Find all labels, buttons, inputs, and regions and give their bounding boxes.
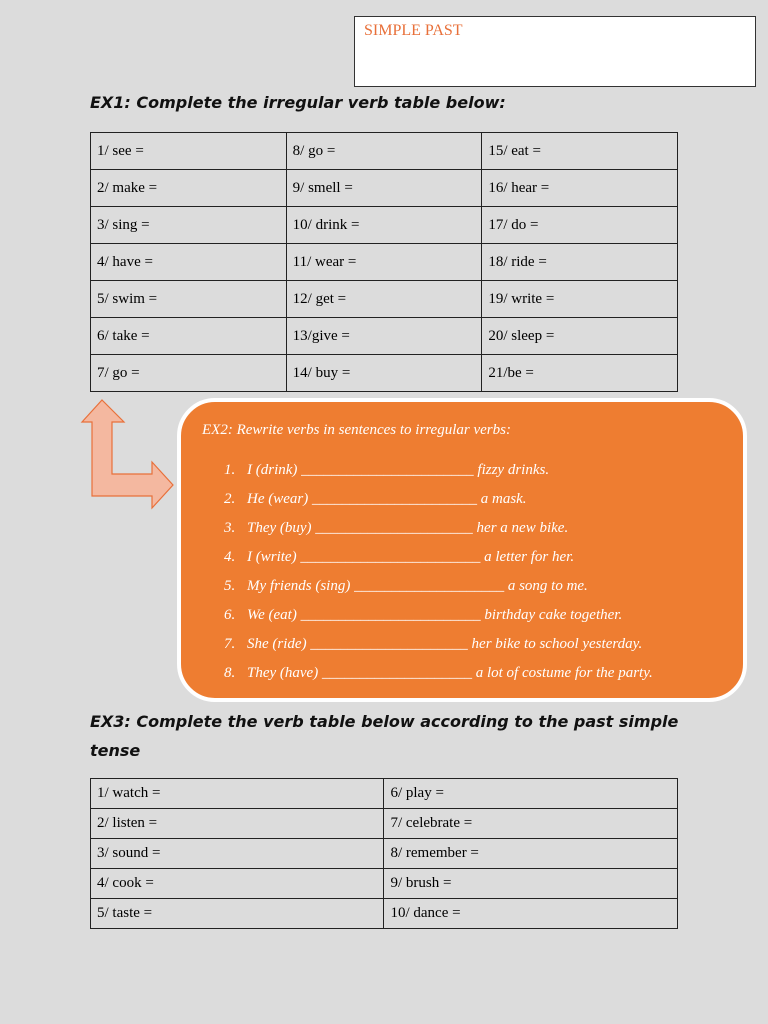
- list-item: [224, 514, 653, 543]
- table-row: [91, 779, 678, 809]
- ex1-heading: EX1: Complete the irregular verb table below:: [90, 93, 506, 112]
- table-cell: 16/ hear =: [482, 170, 678, 207]
- item-number: 5.: [224, 578, 236, 594]
- list-item: [224, 543, 653, 572]
- bent-arrow-icon: [80, 398, 176, 512]
- item-number: 8.: [224, 665, 236, 681]
- table-cell: 9/ smell =: [286, 170, 482, 207]
- table-cell: 15/ eat =: [482, 133, 678, 170]
- table-row: [91, 869, 678, 899]
- ex1-verb-table: [90, 132, 678, 392]
- table-row: [91, 809, 678, 839]
- page-title: SIMPLE PAST: [364, 22, 463, 39]
- item-text: They (have) ____________________ a lot of costume for the party.: [247, 665, 653, 681]
- table-cell: 9/ brush =: [384, 869, 678, 899]
- item-text: My friends (sing) ____________________ a song to me.: [247, 578, 588, 594]
- item-text: I (drink) _______________________ fizzy drinks.: [247, 462, 550, 478]
- item-text: I (write) ________________________ a letter for her.: [247, 549, 575, 565]
- item-number: 7.: [224, 636, 236, 652]
- table-cell: 14/ buy =: [286, 355, 482, 392]
- title-box: [354, 16, 756, 87]
- table-cell: 21/be =: [482, 355, 678, 392]
- ex3-verb-table: [90, 778, 678, 929]
- ex3-heading: EX3: Complete the verb table below according to the past simple tense: [90, 712, 679, 760]
- table-cell: 13/give =: [286, 318, 482, 355]
- table-cell: 3/ sing =: [91, 207, 287, 244]
- table-cell: 10/ drink =: [286, 207, 482, 244]
- list-item: [224, 572, 653, 601]
- table-row: [91, 244, 678, 281]
- table-cell: 5/ taste =: [91, 899, 384, 929]
- ex2-sentence-list: [224, 456, 653, 688]
- table-cell: 11/ wear =: [286, 244, 482, 281]
- ex2-panel: [177, 398, 747, 702]
- table-cell: 6/ play =: [384, 779, 678, 809]
- table-row: [91, 170, 678, 207]
- table-row: [91, 133, 678, 170]
- table-cell: 8/ remember =: [384, 839, 678, 869]
- table-cell: 4/ cook =: [91, 869, 384, 899]
- table-row: [91, 839, 678, 869]
- item-number: 1.: [224, 462, 236, 478]
- table-cell: 6/ take =: [91, 318, 287, 355]
- table-cell: 8/ go =: [286, 133, 482, 170]
- table-cell: 17/ do =: [482, 207, 678, 244]
- item-number: 2.: [224, 491, 236, 507]
- list-item: [224, 630, 653, 659]
- list-item: [224, 485, 653, 514]
- list-item: [224, 659, 653, 688]
- item-text: She (ride) _____________________ her bike to school yesterday.: [247, 636, 643, 652]
- table-cell: 20/ sleep =: [482, 318, 678, 355]
- table-cell: 19/ write =: [482, 281, 678, 318]
- table-row: [91, 318, 678, 355]
- item-text: He (wear) ______________________ a mask.: [247, 491, 527, 507]
- table-cell: 1/ see =: [91, 133, 287, 170]
- list-item: [224, 456, 653, 485]
- table-row: [91, 899, 678, 929]
- table-cell: 12/ get =: [286, 281, 482, 318]
- item-text: They (buy) _____________________ her a new bike.: [247, 520, 569, 536]
- item-text: We (eat) ________________________ birthday cake together.: [247, 607, 623, 623]
- table-cell: 10/ dance =: [384, 899, 678, 929]
- table-cell: 2/ make =: [91, 170, 287, 207]
- table-cell: 4/ have =: [91, 244, 287, 281]
- item-number: 3.: [224, 520, 236, 536]
- table-row: [91, 207, 678, 244]
- table-cell: 18/ ride =: [482, 244, 678, 281]
- item-number: 4.: [224, 549, 236, 565]
- ex2-title: EX2: Rewrite verbs in sentences to irregular verbs:: [202, 422, 511, 438]
- table-cell: 1/ watch =: [91, 779, 384, 809]
- table-cell: 5/ swim =: [91, 281, 287, 318]
- table-cell: 3/ sound =: [91, 839, 384, 869]
- table-cell: 2/ listen =: [91, 809, 384, 839]
- table-cell: 7/ celebrate =: [384, 809, 678, 839]
- table-row: [91, 355, 678, 392]
- table-row: [91, 281, 678, 318]
- table-cell: 7/ go =: [91, 355, 287, 392]
- list-item: [224, 601, 653, 630]
- item-number: 6.: [224, 607, 236, 623]
